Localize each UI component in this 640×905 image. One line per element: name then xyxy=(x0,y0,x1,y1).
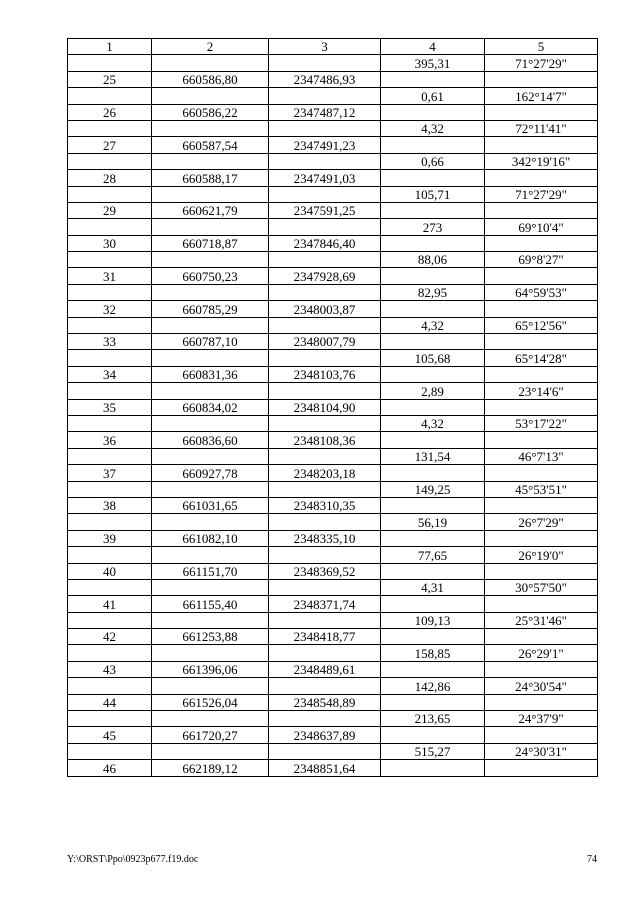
table-row xyxy=(68,334,598,350)
header-cell: 1 xyxy=(68,39,152,55)
table-cell: 82,95 xyxy=(381,284,485,300)
table-cell xyxy=(269,678,381,694)
table-cell xyxy=(152,317,269,333)
table-cell: 660718,87 xyxy=(152,235,269,251)
table-cell xyxy=(152,743,269,759)
table-cell: 53°17'22" xyxy=(485,415,598,431)
table-cell: 660927,78 xyxy=(152,465,269,481)
table-row xyxy=(68,120,598,136)
table-cell: 65°12'56" xyxy=(485,317,598,333)
table-cell: 25°31'46" xyxy=(485,612,598,628)
table-cell: 65°14'28" xyxy=(485,350,598,366)
table-cell: 69°8'27" xyxy=(485,252,598,268)
coordinates-table xyxy=(67,38,598,777)
table-row xyxy=(68,743,598,759)
table-row xyxy=(68,399,598,415)
table-cell xyxy=(152,514,269,530)
table-cell xyxy=(381,202,485,218)
table-row xyxy=(68,317,598,333)
table-row xyxy=(68,252,598,268)
table-row xyxy=(68,678,598,694)
table-cell: 662189,12 xyxy=(152,760,269,776)
table-cell xyxy=(485,334,598,350)
table-row xyxy=(68,432,598,448)
table-cell: 660750,23 xyxy=(152,268,269,284)
table-cell: 661082,10 xyxy=(152,530,269,546)
table-row xyxy=(68,514,598,530)
table-cell: 36 xyxy=(68,432,152,448)
table-cell xyxy=(68,317,152,333)
table-cell xyxy=(68,448,152,464)
table-cell xyxy=(152,547,269,563)
table-cell: 2347928,69 xyxy=(269,268,381,284)
table-cell xyxy=(485,104,598,120)
table-cell: 46 xyxy=(68,760,152,776)
table-row xyxy=(68,661,598,677)
table-cell: 2348104,90 xyxy=(269,399,381,415)
table-cell: 29 xyxy=(68,202,152,218)
table-cell: 105,68 xyxy=(381,350,485,366)
table-cell xyxy=(485,202,598,218)
header-cell: 5 xyxy=(485,39,598,55)
table-row xyxy=(68,530,598,546)
table-cell xyxy=(269,415,381,431)
table-cell: 24°30'31" xyxy=(485,743,598,759)
table-cell xyxy=(381,399,485,415)
table-cell xyxy=(152,55,269,71)
table-cell: 38 xyxy=(68,497,152,513)
table-cell xyxy=(485,366,598,382)
table-cell xyxy=(269,383,381,399)
table-cell xyxy=(485,301,598,317)
table-row xyxy=(68,694,598,710)
table-cell: 41 xyxy=(68,596,152,612)
table-cell xyxy=(152,579,269,595)
table-cell: 2348003,87 xyxy=(269,301,381,317)
table-cell: 44 xyxy=(68,694,152,710)
table-cell xyxy=(152,284,269,300)
table-cell: 158,85 xyxy=(381,645,485,661)
table-cell: 2348851,64 xyxy=(269,760,381,776)
table-cell: 77,65 xyxy=(381,547,485,563)
table-cell: 26°19'0" xyxy=(485,547,598,563)
table-cell: 23°14'6" xyxy=(485,383,598,399)
table-row xyxy=(68,88,598,104)
table-row xyxy=(68,104,598,120)
table-cell xyxy=(152,153,269,169)
table-cell: 30°57'50" xyxy=(485,579,598,595)
table-cell xyxy=(381,563,485,579)
table-cell xyxy=(485,497,598,513)
table-row xyxy=(68,465,598,481)
table-cell: 4,32 xyxy=(381,317,485,333)
table-cell xyxy=(269,120,381,136)
table-cell: 40 xyxy=(68,563,152,579)
table-cell xyxy=(485,727,598,743)
table-row xyxy=(68,284,598,300)
table-cell: 64°59'53" xyxy=(485,284,598,300)
table-cell: 2348371,74 xyxy=(269,596,381,612)
table-cell xyxy=(152,252,269,268)
table-cell: 71°27'29" xyxy=(485,186,598,202)
table-cell: 660836,60 xyxy=(152,432,269,448)
table-cell: 4,32 xyxy=(381,415,485,431)
table-cell: 2347491,03 xyxy=(269,170,381,186)
table-cell: 105,71 xyxy=(381,186,485,202)
table-cell xyxy=(152,88,269,104)
table-cell: 27 xyxy=(68,137,152,153)
table-cell xyxy=(68,645,152,661)
table-cell xyxy=(68,711,152,727)
table-cell: 149,25 xyxy=(381,481,485,497)
table-header-row xyxy=(68,39,598,55)
table-cell xyxy=(152,711,269,727)
table-row xyxy=(68,186,598,202)
table-cell xyxy=(381,629,485,645)
table-cell xyxy=(68,350,152,366)
table-cell xyxy=(68,284,152,300)
table-cell xyxy=(485,661,598,677)
table-cell xyxy=(485,596,598,612)
table-cell xyxy=(269,711,381,727)
table-cell: 33 xyxy=(68,334,152,350)
table-cell: 131,54 xyxy=(381,448,485,464)
table-cell: 28 xyxy=(68,170,152,186)
table-cell: 660621,79 xyxy=(152,202,269,218)
table-cell xyxy=(152,219,269,235)
table-cell: 43 xyxy=(68,661,152,677)
table-cell xyxy=(68,120,152,136)
table-cell: 46°7'13" xyxy=(485,448,598,464)
file-path: Y:\ORST\Ppo\0923p677.f19.doc xyxy=(67,854,199,865)
table-cell: 32 xyxy=(68,301,152,317)
table-cell xyxy=(269,88,381,104)
table-cell: 660785,29 xyxy=(152,301,269,317)
table-cell: 661526,04 xyxy=(152,694,269,710)
table-cell: 4,32 xyxy=(381,120,485,136)
table-cell: 661155,40 xyxy=(152,596,269,612)
table-cell xyxy=(269,514,381,530)
table-row xyxy=(68,268,598,284)
table-cell: 45°53'51" xyxy=(485,481,598,497)
header-cell: 4 xyxy=(381,39,485,55)
table-cell xyxy=(485,760,598,776)
table-cell xyxy=(68,579,152,595)
table-cell: 515,27 xyxy=(381,743,485,759)
table-cell xyxy=(269,481,381,497)
table-cell xyxy=(68,55,152,71)
table-cell: 661031,65 xyxy=(152,497,269,513)
table-cell xyxy=(485,432,598,448)
table-cell xyxy=(485,694,598,710)
table-cell xyxy=(269,186,381,202)
table-cell xyxy=(68,514,152,530)
table-row xyxy=(68,55,598,71)
table-cell xyxy=(152,481,269,497)
table-cell: 2,89 xyxy=(381,383,485,399)
table-row xyxy=(68,170,598,186)
table-cell: 661253,88 xyxy=(152,629,269,645)
table-cell: 2348007,79 xyxy=(269,334,381,350)
table-cell xyxy=(269,219,381,235)
table-cell xyxy=(152,612,269,628)
table-cell: 26°7'29" xyxy=(485,514,598,530)
table-cell: 4,31 xyxy=(381,579,485,595)
table-cell: 71°27'29" xyxy=(485,55,598,71)
table-cell: 2348103,76 xyxy=(269,366,381,382)
table-cell xyxy=(381,432,485,448)
table-cell xyxy=(68,612,152,628)
table-row xyxy=(68,760,598,776)
table-row xyxy=(68,137,598,153)
table-cell: 42 xyxy=(68,629,152,645)
table-row xyxy=(68,727,598,743)
table-cell xyxy=(68,88,152,104)
table-cell: 25 xyxy=(68,71,152,87)
table-cell xyxy=(269,448,381,464)
table-cell xyxy=(152,350,269,366)
table-cell xyxy=(381,301,485,317)
table-row xyxy=(68,202,598,218)
table-cell xyxy=(152,186,269,202)
table-cell xyxy=(269,612,381,628)
table-cell xyxy=(485,629,598,645)
table-cell: 2348310,35 xyxy=(269,497,381,513)
table-cell xyxy=(381,497,485,513)
table-cell: 660587,54 xyxy=(152,137,269,153)
table-cell xyxy=(381,727,485,743)
table-row xyxy=(68,547,598,563)
table-cell: 109,13 xyxy=(381,612,485,628)
page-number: 74 xyxy=(587,854,597,865)
table-cell: 660588,17 xyxy=(152,170,269,186)
table-cell: 69°10'4" xyxy=(485,219,598,235)
table-cell: 660834,02 xyxy=(152,399,269,415)
table-cell: 213,65 xyxy=(381,711,485,727)
table-row xyxy=(68,350,598,366)
table-cell xyxy=(485,71,598,87)
table-cell xyxy=(381,268,485,284)
table-cell xyxy=(269,55,381,71)
table-cell xyxy=(269,350,381,366)
table-cell: 26°29'1" xyxy=(485,645,598,661)
table-row xyxy=(68,301,598,317)
table-cell xyxy=(485,137,598,153)
table-row xyxy=(68,711,598,727)
table-body xyxy=(68,39,598,777)
table-cell: 35 xyxy=(68,399,152,415)
table-cell xyxy=(152,645,269,661)
table-cell xyxy=(68,252,152,268)
table-cell xyxy=(381,104,485,120)
table-cell xyxy=(269,153,381,169)
table-cell xyxy=(381,661,485,677)
table-cell xyxy=(269,284,381,300)
table-row xyxy=(68,415,598,431)
table-row xyxy=(68,579,598,595)
table-cell: 0,66 xyxy=(381,153,485,169)
table-cell: 39 xyxy=(68,530,152,546)
table-row xyxy=(68,235,598,251)
table-cell xyxy=(381,760,485,776)
table-cell: 661396,06 xyxy=(152,661,269,677)
table-row xyxy=(68,448,598,464)
table-cell: 2347591,25 xyxy=(269,202,381,218)
table-cell: 2347487,12 xyxy=(269,104,381,120)
table-cell: 660831,36 xyxy=(152,366,269,382)
table-cell xyxy=(381,170,485,186)
table-cell: 24°30'54" xyxy=(485,678,598,694)
table-cell xyxy=(381,137,485,153)
header-cell: 3 xyxy=(269,39,381,55)
table-cell xyxy=(68,153,152,169)
table-cell xyxy=(381,694,485,710)
table-cell: 45 xyxy=(68,727,152,743)
table-row xyxy=(68,481,598,497)
table-cell xyxy=(68,415,152,431)
table-cell xyxy=(485,530,598,546)
table-cell: 31 xyxy=(68,268,152,284)
table-cell: 660586,80 xyxy=(152,71,269,87)
table-row xyxy=(68,153,598,169)
table-cell xyxy=(269,743,381,759)
table-cell xyxy=(152,120,269,136)
table-cell xyxy=(269,317,381,333)
table-cell: 660787,10 xyxy=(152,334,269,350)
table-row xyxy=(68,383,598,399)
table-cell: 661151,70 xyxy=(152,563,269,579)
table-row xyxy=(68,629,598,645)
table-cell: 273 xyxy=(381,219,485,235)
table-cell: 26 xyxy=(68,104,152,120)
table-row xyxy=(68,563,598,579)
table-cell: 2348418,77 xyxy=(269,629,381,645)
table-row xyxy=(68,612,598,628)
table-cell xyxy=(269,579,381,595)
table-cell xyxy=(68,186,152,202)
page-footer xyxy=(67,853,597,867)
table-cell: 34 xyxy=(68,366,152,382)
table-cell: 2348489,61 xyxy=(269,661,381,677)
table-cell xyxy=(485,170,598,186)
table-cell: 342°19'16" xyxy=(485,153,598,169)
table-cell: 2348369,52 xyxy=(269,563,381,579)
table-cell xyxy=(381,596,485,612)
table-cell xyxy=(152,415,269,431)
document-page xyxy=(67,38,597,777)
table-cell xyxy=(381,465,485,481)
table-cell xyxy=(152,678,269,694)
table-cell xyxy=(269,645,381,661)
table-cell: 2347486,93 xyxy=(269,71,381,87)
table-row xyxy=(68,366,598,382)
table-cell: 0,61 xyxy=(381,88,485,104)
table-cell: 2348203,18 xyxy=(269,465,381,481)
table-cell xyxy=(68,383,152,399)
table-cell: 660586,22 xyxy=(152,104,269,120)
table-cell: 2347491,23 xyxy=(269,137,381,153)
table-cell: 2348335,10 xyxy=(269,530,381,546)
table-cell xyxy=(485,465,598,481)
table-cell: 395,31 xyxy=(381,55,485,71)
table-cell: 24°37'9" xyxy=(485,711,598,727)
table-cell: 2347846,40 xyxy=(269,235,381,251)
table-cell xyxy=(152,383,269,399)
table-cell xyxy=(269,252,381,268)
table-cell: 2348108,36 xyxy=(269,432,381,448)
table-cell xyxy=(485,563,598,579)
table-cell: 37 xyxy=(68,465,152,481)
table-cell xyxy=(68,547,152,563)
table-row xyxy=(68,497,598,513)
table-row xyxy=(68,645,598,661)
table-cell: 661720,27 xyxy=(152,727,269,743)
table-cell xyxy=(381,334,485,350)
table-cell xyxy=(68,678,152,694)
table-cell: 2348548,89 xyxy=(269,694,381,710)
table-row xyxy=(68,596,598,612)
table-cell xyxy=(381,235,485,251)
table-cell xyxy=(381,530,485,546)
table-cell: 162°14'7" xyxy=(485,88,598,104)
table-cell xyxy=(269,547,381,563)
table-row xyxy=(68,219,598,235)
table-cell xyxy=(381,366,485,382)
table-cell xyxy=(68,481,152,497)
table-cell: 88,06 xyxy=(381,252,485,268)
table-cell: 142,86 xyxy=(381,678,485,694)
table-cell xyxy=(68,219,152,235)
table-row xyxy=(68,71,598,87)
table-cell: 72°11'41" xyxy=(485,120,598,136)
table-cell xyxy=(485,268,598,284)
table-cell xyxy=(152,448,269,464)
table-cell xyxy=(485,235,598,251)
table-cell xyxy=(485,399,598,415)
header-cell: 2 xyxy=(152,39,269,55)
table-cell: 2348637,89 xyxy=(269,727,381,743)
table-cell: 30 xyxy=(68,235,152,251)
table-cell xyxy=(68,743,152,759)
table-cell xyxy=(381,71,485,87)
table-cell: 56,19 xyxy=(381,514,485,530)
